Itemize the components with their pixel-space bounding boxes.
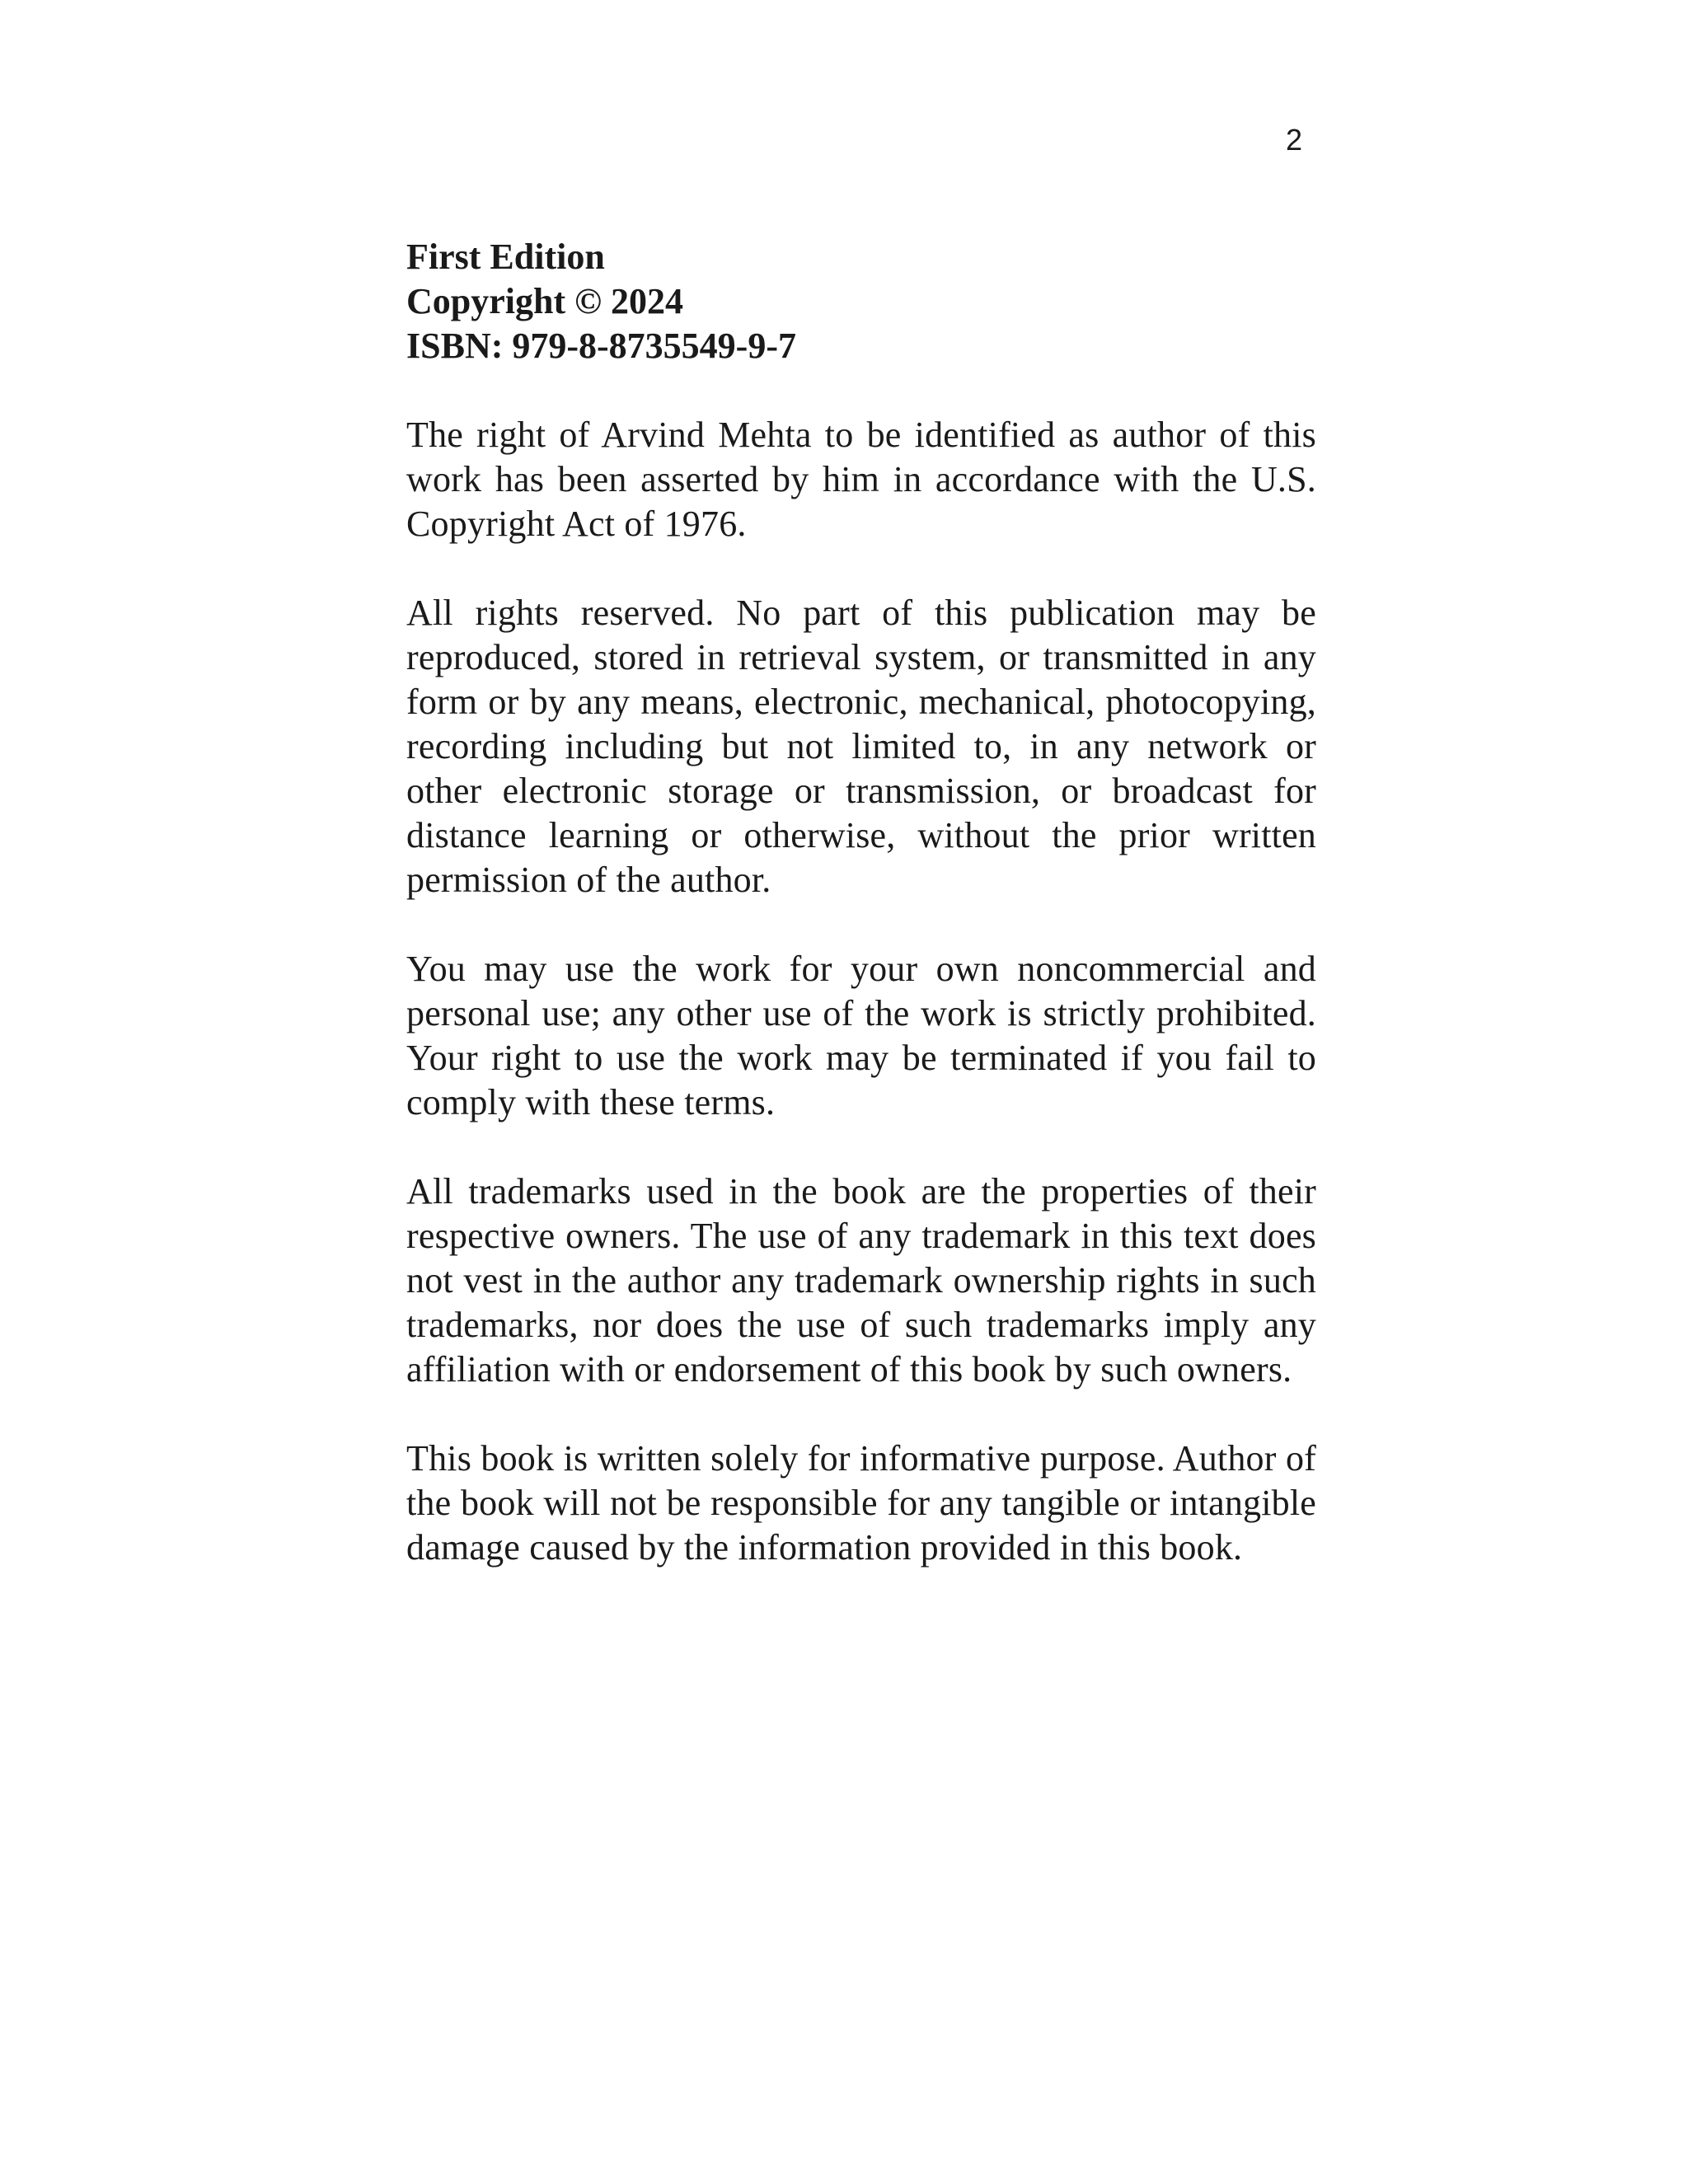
disclaimer-paragraph: This book is written solely for informative purpose. Author of the book will not be responsible for any tangible or intangible damage caused by the information provided in this book. [406, 1438, 1316, 1568]
isbn-line: ISBN: 979-8-8735549-9-7 [406, 326, 796, 366]
page-number: 2 [1286, 123, 1303, 157]
edition-info-block [406, 235, 1316, 368]
author-rights-paragraph: The right of Arvind Mehta to be identified as author of this work has been asserted by him in accordance with the U.S. Copyright Act of 1976. [406, 415, 1316, 544]
rights-reserved-paragraph: All rights reserved. No part of this publication may be reproduced, stored in retrieval system, or transmitted in any form or by any means, electronic, mechanical, photocopying, recording including but not limited to, in any network or other electronic storage or transmission, or broadcast for distance learning or otherwise, without the prior written permission of the author. [406, 593, 1316, 900]
personal-use-paragraph: You may use the work for your own noncommercial and personal use; any other use of the work is strictly prohibited. Your right to use the work may be terminated if you fail to comply with these terms. [406, 949, 1316, 1122]
copyright-page-content [406, 235, 1316, 1615]
copyright-line: Copyright © 2024 [406, 281, 683, 321]
edition-line: First Edition [406, 237, 605, 277]
trademarks-paragraph: All trademarks used in the book are the properties of their respective owners. The use of any trademark in this text does not vest in the author any trademark ownership rights in such trademarks, nor does the use of such trademarks imply any affiliation with or endorsement of this book by such owners. [406, 1171, 1316, 1390]
